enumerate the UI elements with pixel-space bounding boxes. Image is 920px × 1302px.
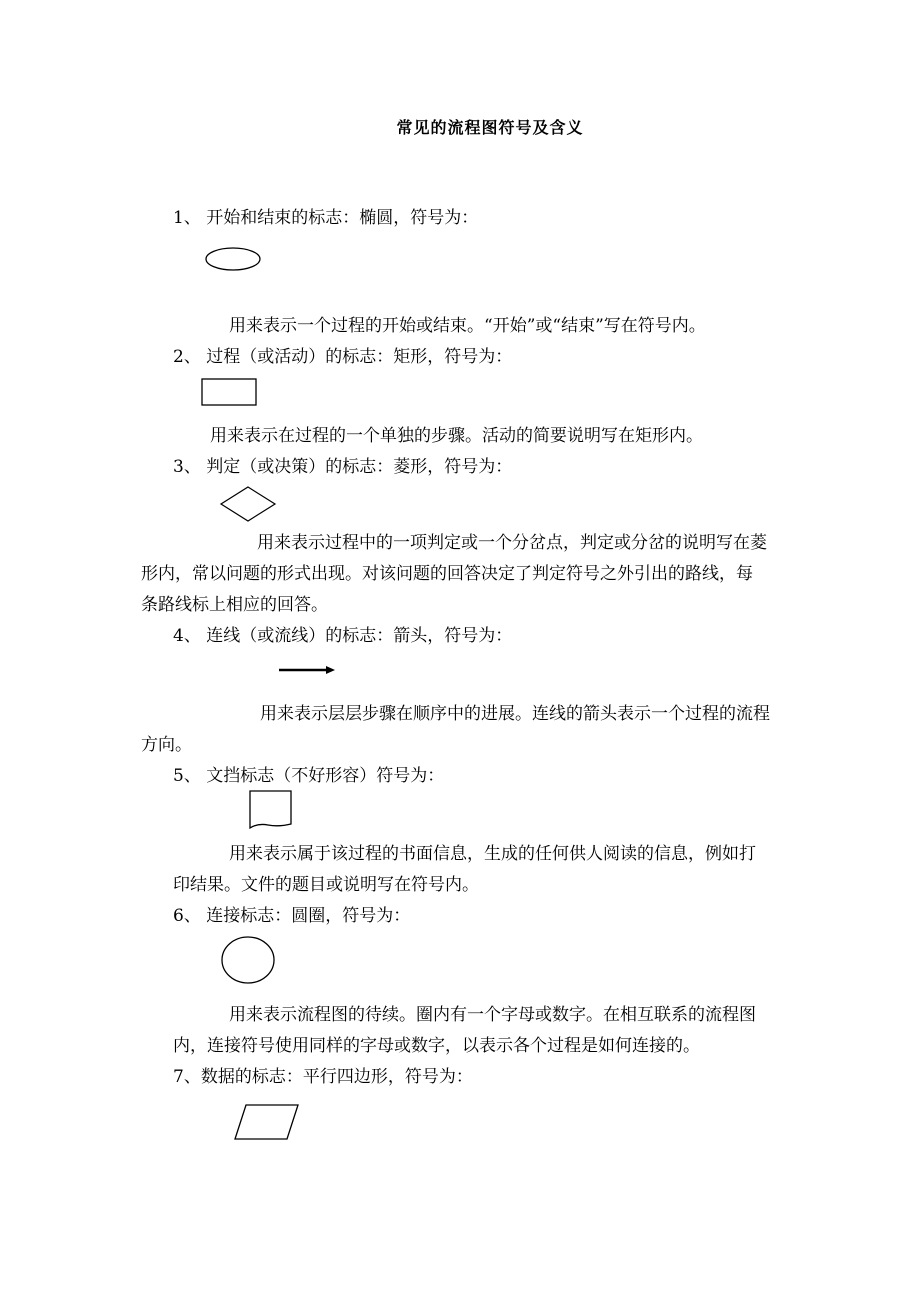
diamond-icon: [219, 485, 277, 523]
item-3-heading: 3、 判定（或决策）的标志：菱形，符号为：: [173, 457, 513, 477]
item-4-desc-line-2: 方向。: [141, 735, 192, 755]
item-6-desc-line-1: 用来表示流程图的待续。圈内有一个字母或数字。在相互联系的流程图: [229, 1005, 756, 1025]
item-1-desc-line-1: 用来表示一个过程的开始或结束。“开始”或“结束”写在符号内。: [229, 316, 706, 336]
parallelogram-icon: [232, 1102, 302, 1142]
item-1-heading: 1、 开始和结束的标志：椭圆，符号为：: [173, 208, 479, 228]
item-4-desc-line-1: 用来表示层层步骤在顺序中的进展。连线的箭头表示一个过程的流程: [260, 704, 770, 724]
item-3-desc-line-1: 用来表示过程中的一项判定或一个分岔点，判定或分岔的说明写在菱: [257, 533, 767, 553]
item-2-desc-line-1: 用来表示在过程的一个单独的步骤。活动的简要说明写在矩形内。: [210, 426, 703, 446]
item-4-heading: 4、 连线（或流线）的标志：箭头，符号为：: [173, 626, 513, 646]
rectangle-icon: [200, 377, 260, 407]
document-icon: [246, 788, 296, 832]
page-title: 常见的流程图符号及含义: [396, 118, 584, 137]
arrow-icon: [278, 663, 338, 677]
item-5-desc-line-2: 印结果。文件的题目或说明写在符号内。: [173, 875, 479, 895]
item-7-heading: 7、数据的标志：平行四边形，符号为：: [173, 1067, 473, 1087]
item-5-heading: 5、 文挡标志（不好形容）符号为：: [173, 766, 445, 786]
ellipse-icon: [204, 245, 262, 273]
item-5-desc-line-1: 用来表示属于该过程的书面信息，生成的任何供人阅读的信息，例如打: [229, 844, 756, 864]
item-2-heading: 2、 过程（或活动）的标志：矩形，符号为：: [173, 347, 513, 367]
item-3-desc-line-3: 条路线标上相应的回答。: [141, 595, 328, 615]
item-3-desc-line-2: 形内，常以问题的形式出现。对该问题的回答决定了判定符号之外引出的路线，每: [141, 564, 753, 584]
item-6-heading: 6、 连接标志：圆圈，符号为：: [173, 906, 411, 926]
circle-icon: [218, 934, 278, 986]
item-6-desc-line-2: 内，连接符号使用同样的字母或数字，以表示各个过程是如何连接的。: [173, 1036, 700, 1056]
